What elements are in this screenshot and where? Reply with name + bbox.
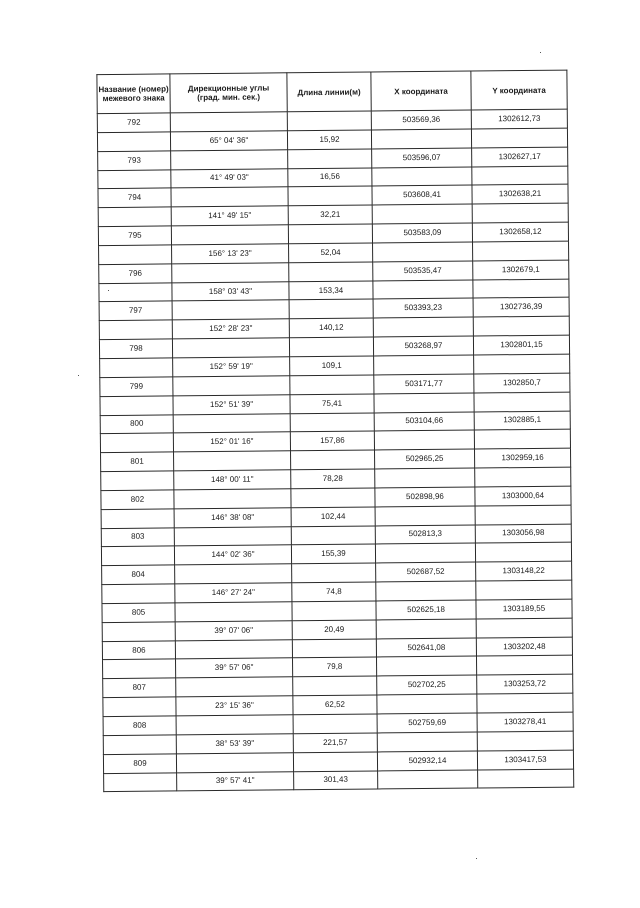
empty-cell — [373, 242, 473, 262]
empty-cell — [171, 187, 288, 207]
empty-cell — [372, 204, 472, 224]
y-coordinate: 1302612,73 — [471, 109, 567, 129]
mark-name: 805 — [102, 603, 175, 623]
empty-cell — [374, 355, 474, 375]
direction-angle: 38° 53' 39" — [176, 734, 293, 754]
y-coordinate: 1302850,7 — [474, 373, 570, 393]
coordinates-table — [96, 70, 574, 793]
scan-speck — [540, 52, 541, 53]
empty-cell — [174, 526, 291, 546]
empty-cell — [475, 467, 571, 487]
x-coordinate: 503393,23 — [373, 298, 473, 318]
mark-name: 800 — [100, 414, 173, 434]
mark-name: 793 — [98, 151, 171, 171]
empty-cell — [374, 393, 474, 413]
y-coordinate: 1303189,55 — [476, 599, 572, 619]
x-coordinate: 503583,09 — [372, 223, 472, 243]
y-coordinate: 1303202,48 — [476, 637, 572, 657]
empty-cell — [372, 167, 472, 187]
empty-cell — [472, 203, 568, 223]
empty-cell — [103, 735, 176, 755]
scan-speck — [476, 858, 477, 859]
line-length: 155,39 — [291, 544, 375, 564]
empty-cell — [373, 280, 473, 300]
line-length: 20,49 — [292, 620, 376, 640]
line-length: 79,8 — [292, 657, 376, 677]
direction-angle: 152° 01' 16" — [173, 432, 290, 452]
empty-cell — [103, 697, 176, 717]
mark-name: 796 — [99, 264, 172, 284]
direction-angle: 152° 28' 23" — [172, 319, 289, 339]
empty-cell — [100, 433, 173, 453]
scan-speck — [78, 375, 79, 376]
empty-cell — [478, 769, 574, 789]
x-coordinate: 503104,66 — [374, 412, 474, 432]
empty-cell — [293, 714, 377, 734]
empty-cell — [175, 564, 292, 584]
empty-cell — [375, 506, 475, 526]
y-coordinate: 1302885,1 — [474, 411, 570, 431]
empty-cell — [378, 770, 478, 790]
empty-cell — [371, 129, 471, 149]
x-coordinate: 503268,97 — [373, 336, 473, 356]
empty-cell — [293, 676, 377, 696]
mark-name: 806 — [102, 641, 175, 661]
line-length: 157,86 — [290, 431, 374, 451]
empty-cell — [473, 279, 569, 299]
x-coordinate: 503569,36 — [371, 110, 471, 130]
line-length: 109,1 — [290, 356, 374, 376]
direction-angle: 41° 49' 03" — [171, 168, 288, 188]
x-coordinate: 502898,96 — [375, 487, 475, 507]
header-line-length: Длина линии(м) — [287, 72, 371, 112]
empty-cell — [99, 283, 172, 303]
empty-cell — [100, 396, 173, 416]
direction-angle: 39° 57' 06" — [176, 658, 293, 678]
empty-cell — [174, 489, 291, 509]
empty-cell — [172, 263, 289, 283]
mark-name: 807 — [103, 678, 176, 698]
x-coordinate: 502687,52 — [376, 562, 476, 582]
direction-angle: 152° 51' 39" — [173, 394, 290, 414]
mark-name: 795 — [98, 226, 171, 246]
x-coordinate: 502932,14 — [377, 751, 477, 771]
empty-cell — [477, 731, 573, 751]
empty-cell — [291, 488, 375, 508]
empty-cell — [101, 546, 174, 566]
mark-name: 803 — [101, 527, 174, 547]
table-body — [97, 109, 573, 792]
y-coordinate: 1303417,53 — [477, 750, 573, 770]
direction-angle: 144° 02' 36" — [174, 545, 291, 565]
empty-cell — [174, 451, 291, 471]
empty-cell — [473, 316, 569, 336]
scan-speck — [108, 290, 109, 291]
empty-cell — [170, 112, 287, 132]
empty-cell — [100, 358, 173, 378]
empty-cell — [475, 505, 571, 525]
table-header-row — [97, 70, 567, 114]
mark-name: 802 — [101, 490, 174, 510]
empty-cell — [474, 392, 570, 412]
empty-cell — [99, 245, 172, 265]
line-length: 140,12 — [289, 318, 373, 338]
direction-angle: 146° 38' 08" — [174, 507, 291, 527]
empty-cell — [287, 111, 371, 131]
x-coordinate: 502813,3 — [375, 525, 475, 545]
empty-cell — [288, 186, 372, 206]
empty-cell — [476, 618, 572, 638]
x-coordinate: 502625,18 — [376, 600, 476, 620]
x-coordinate: 502965,25 — [375, 449, 475, 469]
line-length: 221,57 — [293, 733, 377, 753]
line-length: 15,92 — [287, 130, 371, 150]
mark-name: 809 — [103, 754, 176, 774]
y-coordinate: 1302736,39 — [473, 298, 569, 318]
table-row — [104, 769, 574, 792]
y-coordinate: 1303000,64 — [475, 486, 571, 506]
line-length: 62,52 — [293, 695, 377, 715]
y-coordinate: 1302638,21 — [472, 184, 568, 204]
empty-cell — [375, 468, 475, 488]
empty-cell — [477, 693, 573, 713]
y-coordinate: 1302959,16 — [474, 448, 570, 468]
direction-angle: 152° 59' 19" — [173, 357, 290, 377]
direction-angle: 65° 04' 36" — [170, 131, 287, 151]
empty-cell — [289, 262, 373, 282]
empty-cell — [101, 509, 174, 529]
line-length: 78,28 — [291, 469, 375, 489]
y-coordinate: 1303148,22 — [476, 561, 572, 581]
x-coordinate: 502759,69 — [377, 713, 477, 733]
empty-cell — [289, 337, 373, 357]
empty-cell — [176, 752, 293, 772]
direction-angle: 39° 57' 41" — [177, 771, 294, 791]
mark-name: 799 — [100, 377, 173, 397]
empty-cell — [101, 471, 174, 491]
empty-cell — [172, 300, 289, 320]
empty-cell — [373, 317, 473, 337]
empty-cell — [103, 659, 176, 679]
line-length: 32,21 — [288, 205, 372, 225]
x-coordinate: 503171,77 — [374, 374, 474, 394]
y-coordinate: 1302627,17 — [472, 147, 568, 167]
empty-cell — [292, 639, 376, 659]
mark-name: 801 — [101, 452, 174, 472]
empty-cell — [99, 320, 172, 340]
header-x-coordinate: X координата — [371, 71, 471, 111]
empty-cell — [176, 677, 293, 697]
empty-cell — [171, 225, 288, 245]
empty-cell — [291, 450, 375, 470]
empty-cell — [102, 622, 175, 642]
y-coordinate: 1303278,41 — [477, 712, 573, 732]
empty-cell — [475, 542, 571, 562]
empty-cell — [173, 413, 290, 433]
y-coordinate: 1303253,72 — [477, 674, 573, 694]
line-length: 74,8 — [292, 582, 376, 602]
header-y-coordinate: Y координата — [471, 70, 567, 110]
empty-cell — [98, 207, 171, 227]
empty-cell — [472, 166, 568, 186]
empty-cell — [377, 694, 477, 714]
empty-cell — [376, 581, 476, 601]
empty-cell — [175, 602, 292, 622]
x-coordinate: 503608,41 — [372, 185, 472, 205]
y-coordinate: 1302679,1 — [473, 260, 569, 280]
empty-cell — [292, 563, 376, 583]
direction-angle: 141° 49' 15" — [171, 206, 288, 226]
empty-cell — [476, 580, 572, 600]
empty-cell — [471, 128, 567, 148]
line-length: 16,56 — [288, 168, 372, 188]
empty-cell — [97, 132, 170, 152]
header-direction-angles: Дирекционные углы (град. мин. сек.) — [170, 73, 287, 113]
x-coordinate: 502702,25 — [377, 675, 477, 695]
direction-angle: 23° 15' 36" — [176, 696, 293, 716]
x-coordinate: 503535,47 — [373, 261, 473, 281]
mark-name: 797 — [99, 301, 172, 321]
line-length: 102,44 — [291, 507, 375, 527]
empty-cell — [176, 715, 293, 735]
empty-cell — [476, 656, 572, 676]
empty-cell — [98, 169, 171, 189]
mark-name: 794 — [98, 188, 171, 208]
line-length: 75,41 — [290, 394, 374, 414]
empty-cell — [376, 619, 476, 639]
line-length: 301,43 — [294, 770, 378, 790]
direction-angle: 146° 27' 24" — [175, 583, 292, 603]
empty-cell — [375, 543, 475, 563]
y-coordinate: 1302801,15 — [473, 335, 569, 355]
header-mark-name: Название (номер) межевого знака — [97, 74, 170, 114]
direction-angle: 158° 03' 43" — [172, 281, 289, 301]
y-coordinate: 1303056,98 — [475, 524, 571, 544]
x-coordinate: 503596,07 — [372, 148, 472, 168]
empty-cell — [474, 354, 570, 374]
x-coordinate: 502641,08 — [376, 638, 476, 658]
empty-cell — [292, 601, 376, 621]
empty-cell — [377, 732, 477, 752]
line-length: 52,04 — [289, 243, 373, 263]
empty-cell — [172, 338, 289, 358]
empty-cell — [376, 656, 476, 676]
empty-cell — [173, 376, 290, 396]
mark-name: 808 — [103, 716, 176, 736]
direction-angle: 156° 13' 23" — [172, 244, 289, 264]
empty-cell — [374, 430, 474, 450]
empty-cell — [171, 149, 288, 169]
empty-cell — [104, 772, 177, 792]
direction-angle: 148° 00' 11" — [174, 470, 291, 490]
empty-cell — [289, 299, 373, 319]
empty-cell — [474, 429, 570, 449]
empty-cell — [102, 584, 175, 604]
empty-cell — [288, 149, 372, 169]
empty-cell — [175, 639, 292, 659]
line-length: 153,34 — [289, 281, 373, 301]
mark-name: 804 — [102, 565, 175, 585]
y-coordinate: 1302658,12 — [472, 222, 568, 242]
empty-cell — [290, 375, 374, 395]
direction-angle: 39° 07' 06" — [175, 621, 292, 641]
empty-cell — [293, 752, 377, 772]
empty-cell — [473, 241, 569, 261]
empty-cell — [288, 224, 372, 244]
empty-cell — [291, 526, 375, 546]
mark-name: 798 — [99, 339, 172, 359]
mark-name: 792 — [97, 113, 170, 133]
empty-cell — [290, 412, 374, 432]
